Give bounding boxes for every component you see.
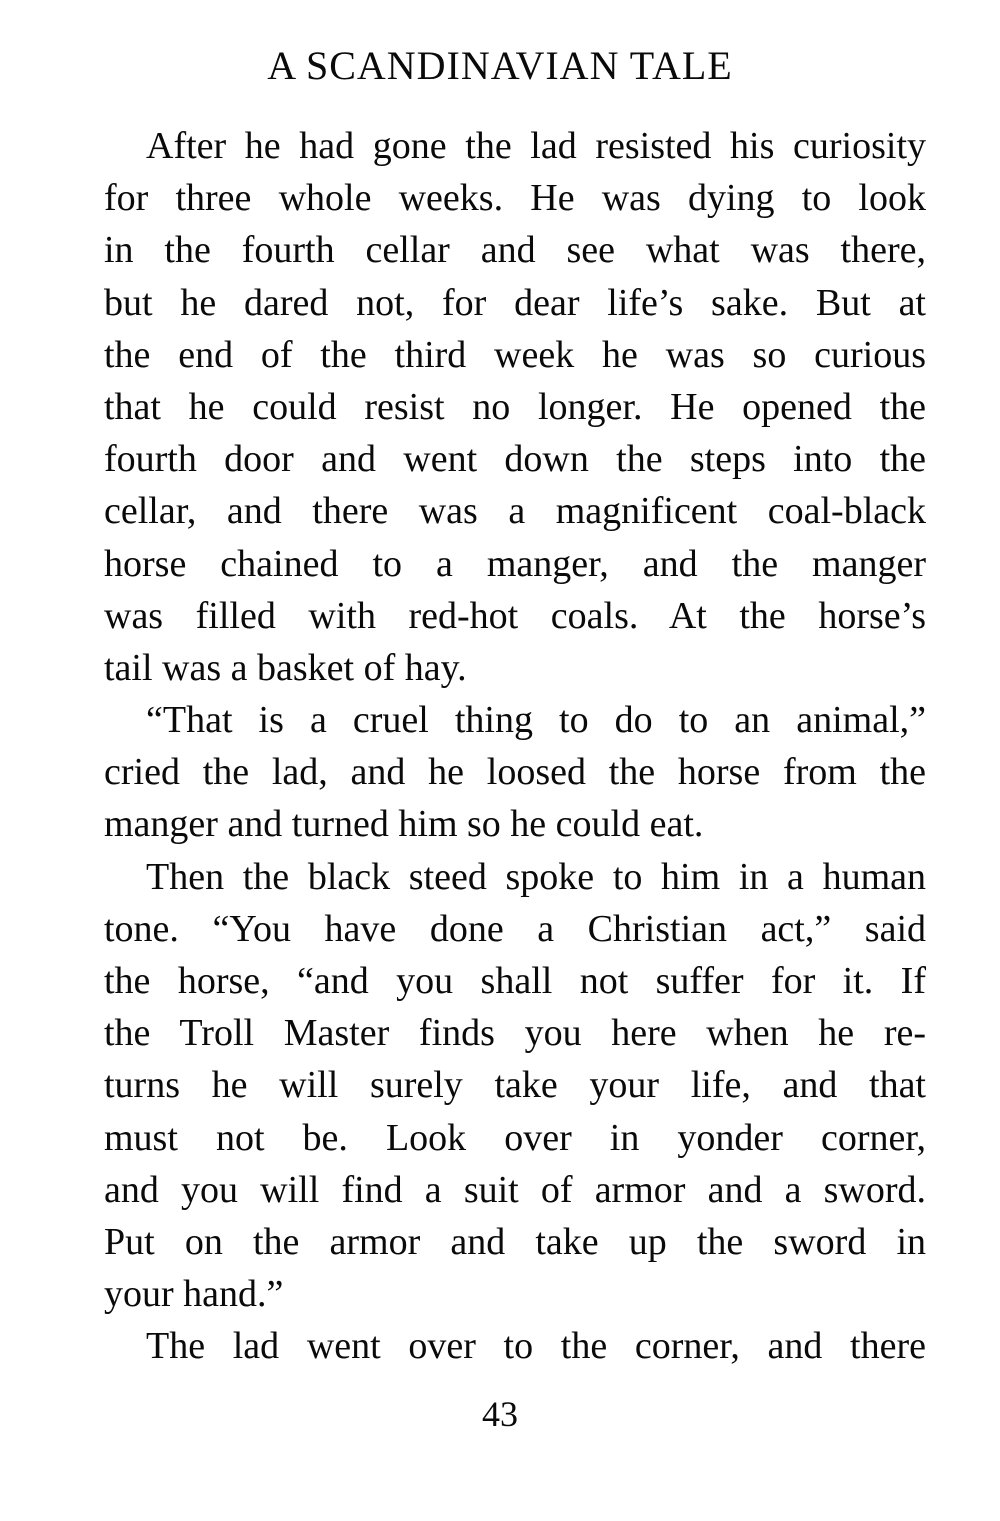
text-line: Put on the armor and take up the sword in: [104, 1220, 926, 1263]
text-line: fourth door and went down the steps into the: [104, 438, 926, 481]
text-line: horse chained to a manger, and the manger: [104, 542, 926, 585]
text-line: but he dared not, for dear life’s sake. But at: [104, 281, 926, 324]
text-line: The lad went over to the corner, and there: [146, 1325, 926, 1368]
page-number: 43: [482, 1394, 518, 1434]
text-line: After he had gone the lad resisted his curiosity: [146, 125, 926, 167]
text-line: and you will find a suit of armor and a sword.: [104, 1168, 926, 1211]
text-line: cried the lad, and he loosed the horse from the: [104, 751, 926, 794]
text-line: turns he will surely take your life, and that: [104, 1064, 926, 1107]
text-line: the end of the third week he was so curious: [104, 333, 926, 376]
text-line: that he could resist no longer. He opened the: [104, 385, 926, 428]
text-line: must not be. Look over in yonder corner,: [104, 1116, 926, 1159]
text-line: cellar, and there was a magnificent coal-black: [104, 490, 926, 533]
text-line: for three whole weeks. He was dying to look: [104, 177, 926, 220]
text-line: in the fourth cellar and see what was there,: [104, 229, 926, 272]
text-line: tone. “You have done a Christian act,” said: [104, 907, 926, 950]
text-line: your hand.”: [104, 1273, 284, 1316]
text-line: manger and turned him so he could eat.: [104, 803, 704, 846]
text-line: the horse, “and you shall not suffer for it. If: [104, 960, 926, 1002]
text-line: was filled with red-hot coals. At the horse’s: [104, 594, 926, 637]
text-line: the Troll Master finds you here when he re-: [104, 1012, 926, 1055]
text-line: “That is a cruel thing to do to an animal,”: [146, 699, 926, 742]
body-text: [104, 120, 926, 1373]
text-line: Then the black steed spoke to him in a human: [146, 855, 926, 898]
text-line: tail was a basket of hay.: [104, 646, 467, 689]
running-head: A SCANDINAVIAN TALE: [267, 43, 733, 88]
